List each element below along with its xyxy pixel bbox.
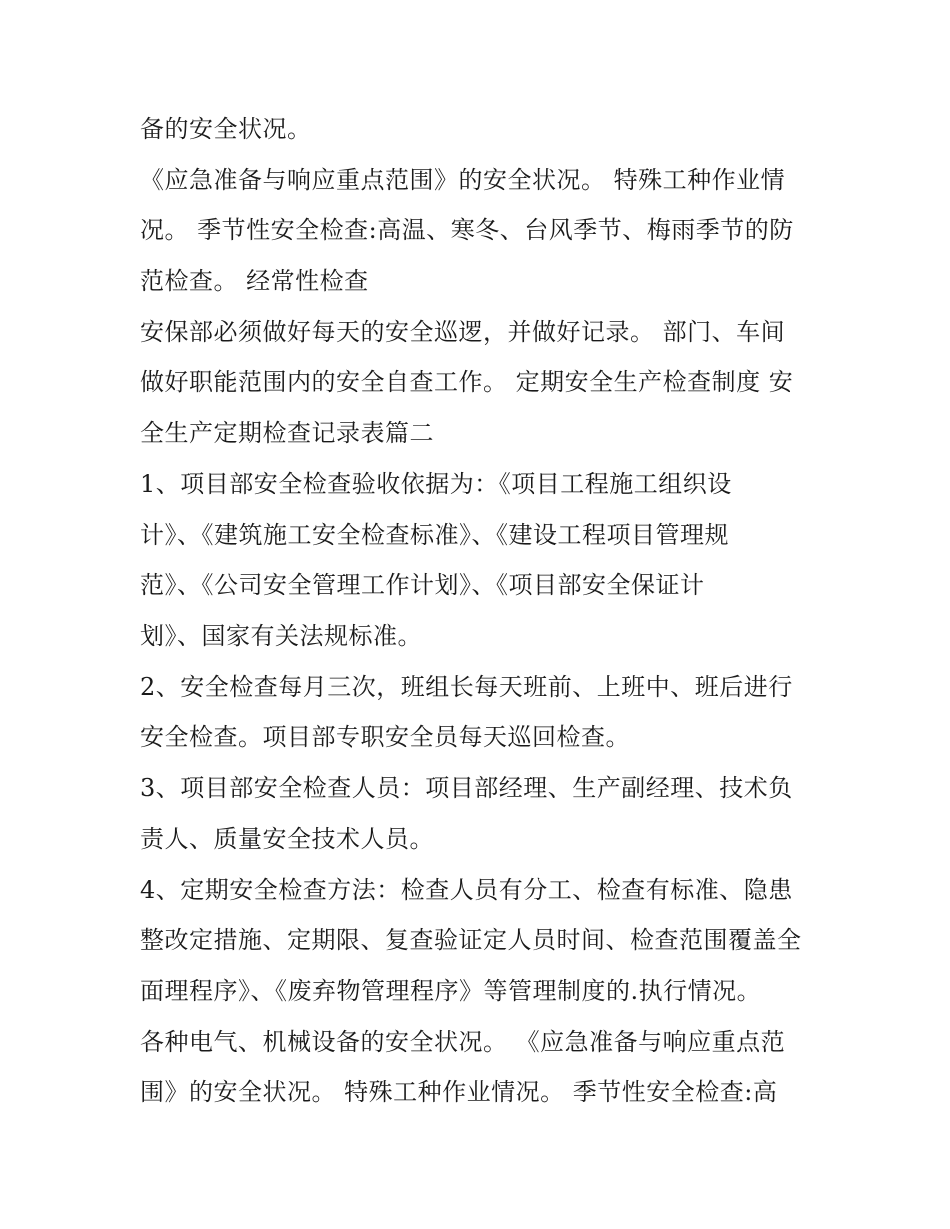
text-line-8: 1、项目部安全检查验收依据为：《项目工程施工组织设: [140, 470, 732, 498]
text-line-4: 范检查。 经常性检查: [140, 267, 369, 295]
text-line-6: 做好职能范围内的安全自查工作。 定期安全生产检查制度 安: [140, 368, 794, 396]
text-line-3: 况。 季节性安全检查:高温、寒冬、台风季节、梅雨季节的防: [140, 216, 794, 244]
text-line-13: 安全检查。项目部专职安全员每天巡回检查。: [140, 723, 630, 751]
text-line-20: 围》的安全状况。 特殊工种作业情况。 季节性安全检查:高: [140, 1078, 778, 1106]
text-line-2: 《应急准备与响应重点范围》的安全状况。 特殊工种作业情: [140, 166, 786, 194]
text-line-16: 4、定期安全检查方法：检查人员有分工、检查有标准、隐患: [140, 876, 793, 904]
text-line-9: 计》、《建筑施工安全检查标准》、《建设工程项目管理规: [140, 521, 729, 549]
text-line-12: 2、安全检查每月三次，班组长每天班前、上班中、班后进行: [140, 673, 793, 701]
text-line-19: 各种电气、机械设备的安全状况。 《应急准备与响应重点范: [140, 1028, 786, 1056]
text-line-14: 3、项目部安全检查人员：项目部经理、生产副经理、技术负: [140, 774, 793, 802]
text-line-10: 范》、《公司安全管理工作计划》、《项目部安全保证计: [140, 571, 705, 599]
text-line-15: 责人、质量安全技术人员。: [140, 825, 434, 853]
text-line-17: 整改定措施、定期限、复查验证定人员时间、检查范围覆盖全: [140, 926, 802, 954]
text-line-11: 划》、国家有关法规标准。: [140, 622, 422, 650]
text-line-5: 安保部必须做好每天的安全巡逻，并做好记录。 部门、车间: [140, 318, 786, 346]
text-line-7: 全生产定期检查记录表篇二: [140, 419, 434, 447]
text-line-18: 面理程序》、《废弃物管理程序》等管理制度的.执行情况。: [140, 977, 762, 1005]
text-line-1: 备的安全状况。: [140, 115, 312, 143]
